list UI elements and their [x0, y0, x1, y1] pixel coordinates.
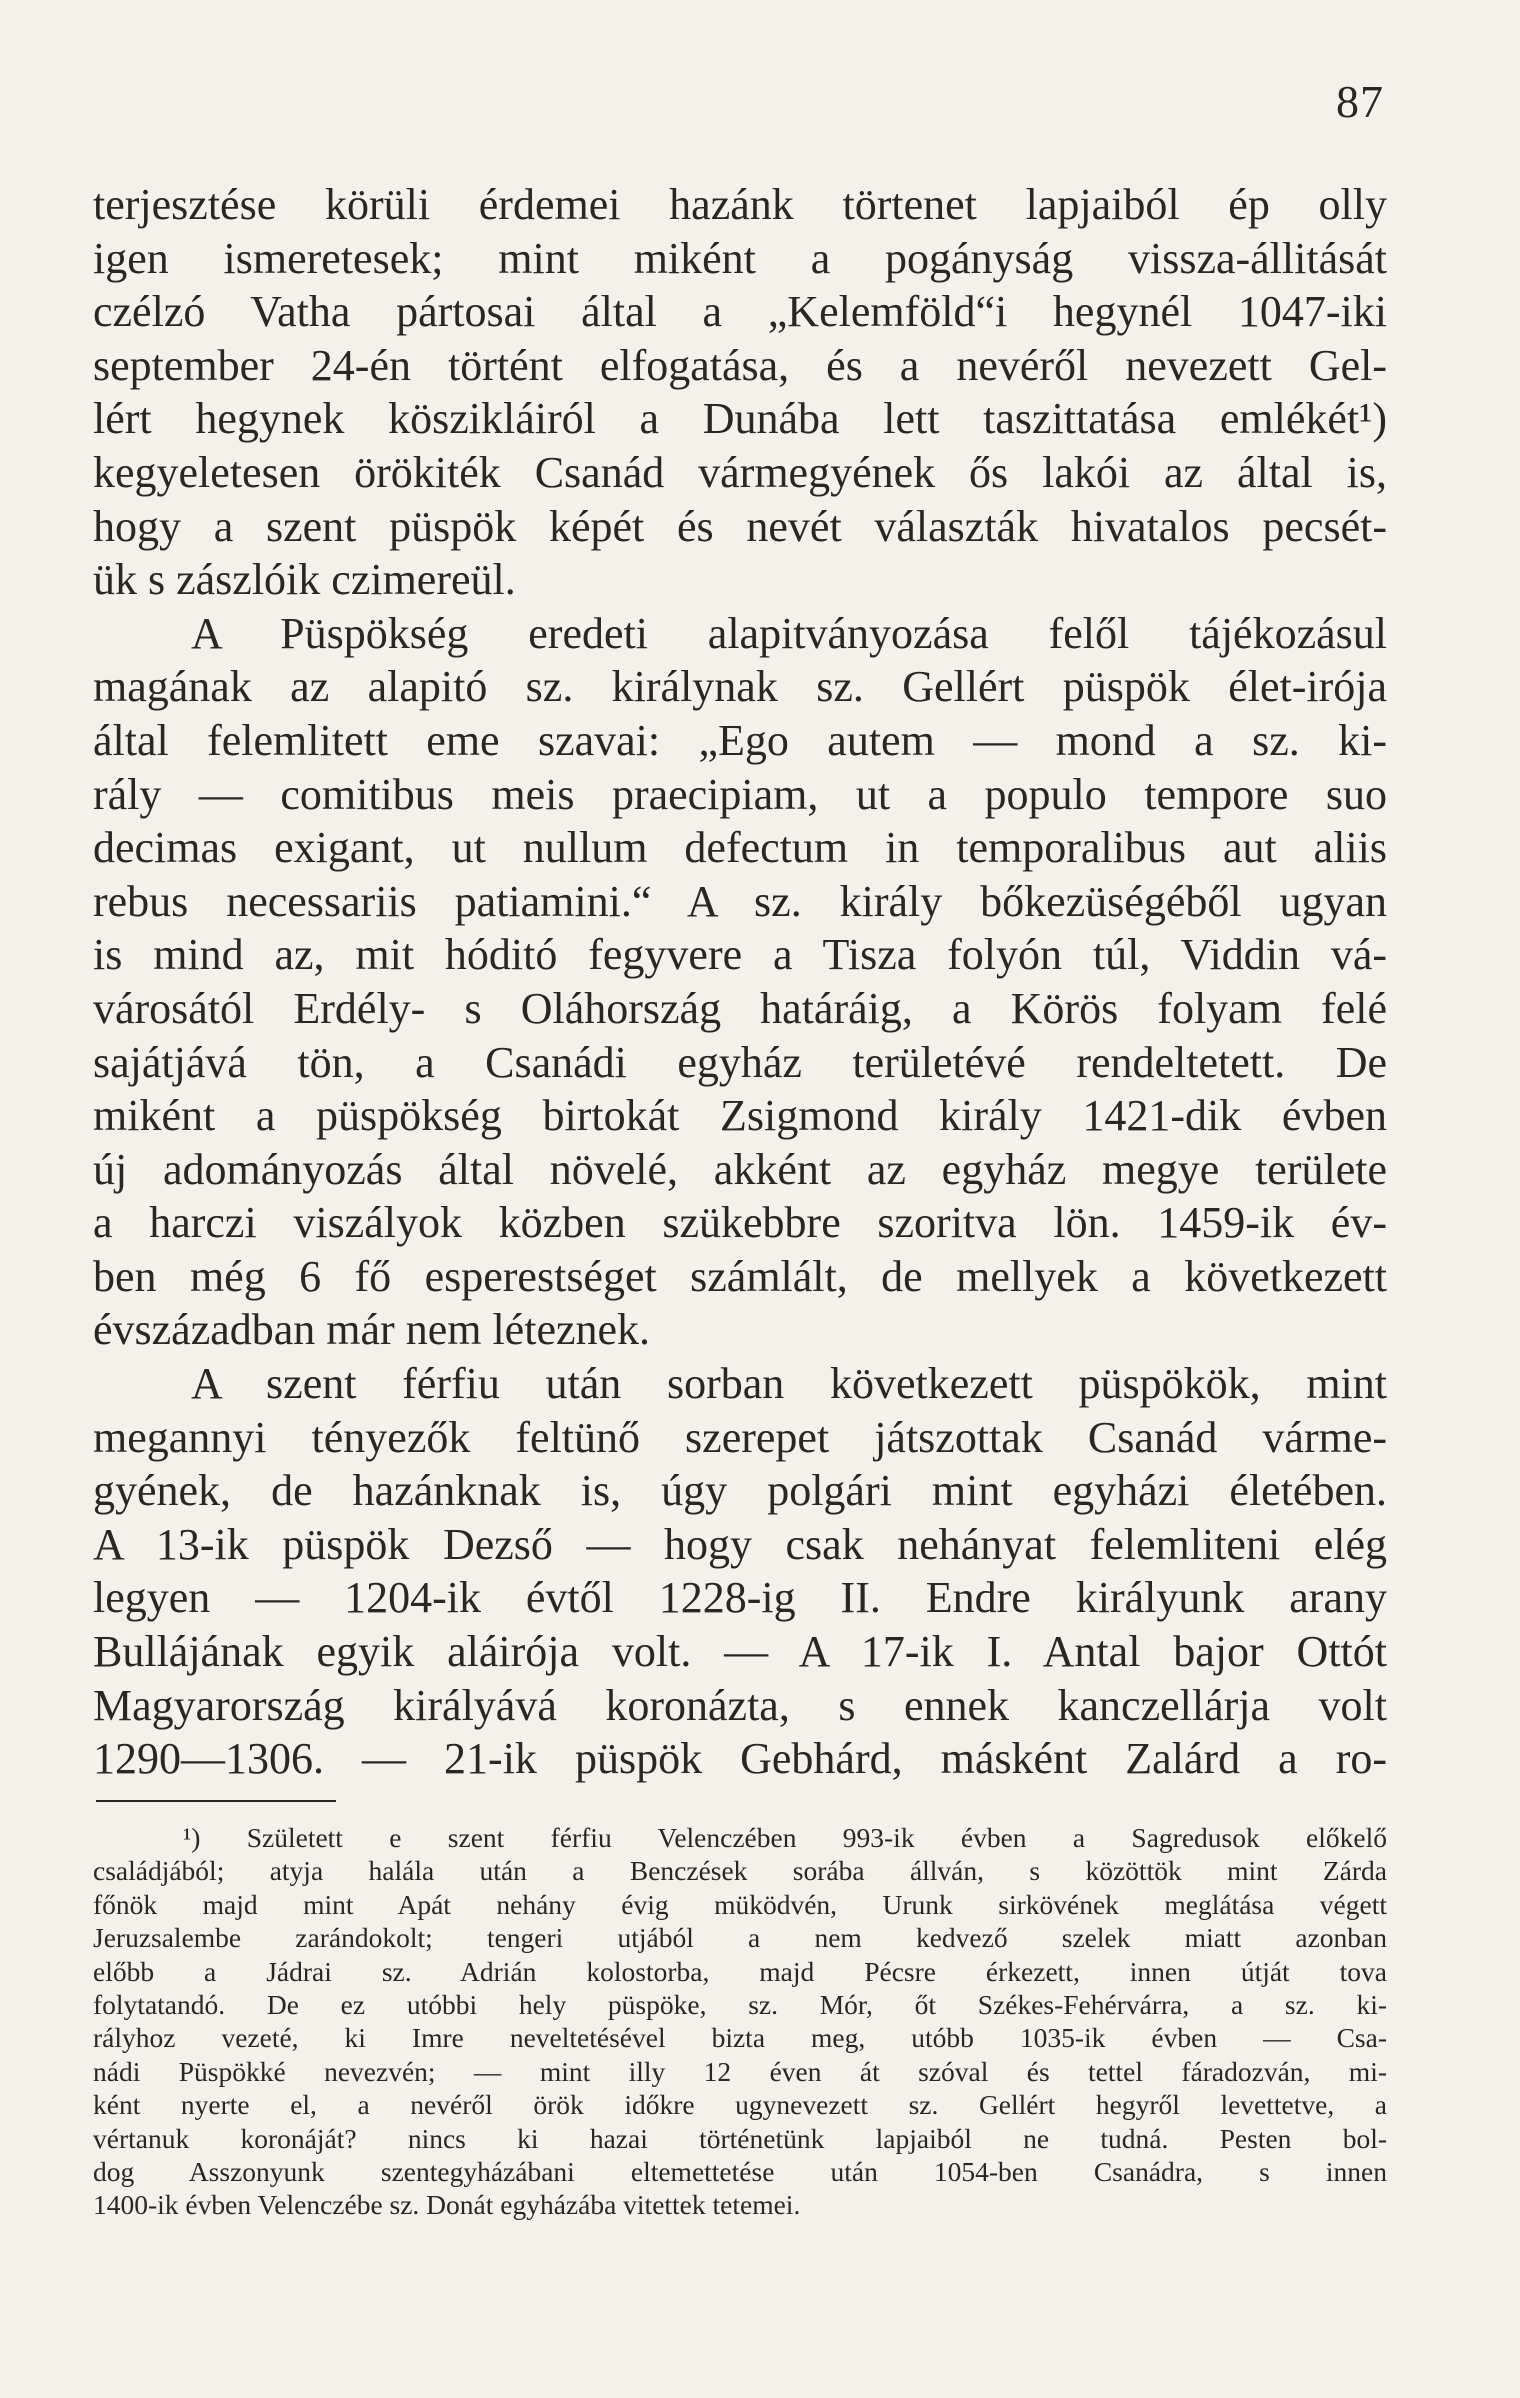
- page-number: 87: [1336, 76, 1384, 127]
- footnote: [93, 1821, 1387, 2222]
- body-line: rály — comitibus meis praecipiam, ut a populo tempore suo: [93, 769, 1387, 819]
- body-line: sajátjává tön, a Csanádi egyház területévé rendeltetett. De: [93, 1037, 1387, 1087]
- footnote-line: vértanuk koronáját? nincs ki hazai történetünk lapjaiból ne tudná. Pesten bol-: [93, 2122, 1387, 2154]
- body-line: a harczi viszályok közben szükebbre szoritva lön. 1459-ik év-: [93, 1198, 1387, 1248]
- footnote-line: főnök majd mint Apát nehány évig müködvén, Urunk sirkövének meglátása végett: [93, 1888, 1387, 1920]
- body-line: is mind az, mit hóditó fegyvere a Tisza folyón túl, Viddin vá-: [93, 930, 1387, 980]
- body-line: új adományozás által növelé, akként az egyház megye területe: [93, 1144, 1387, 1194]
- body-line: A 13-ik püspök Dezső — hogy csak nehányat felemliteni elég: [93, 1519, 1387, 1569]
- body-line: ben még 6 fő esperestséget számlált, de mellyek a következett: [93, 1251, 1387, 1301]
- body-text: [93, 178, 1387, 1786]
- body-line: megannyi tényezők feltünő szerepet játszottak Csanád várme-: [93, 1412, 1387, 1462]
- body-line: lért hegynek köszikláiról a Dunába lett taszittatása emlékét¹): [93, 394, 1387, 444]
- body-line: A szent férfiu után sorban következett püspökök, mint: [191, 1359, 1387, 1409]
- footnote-line: folytatandó. De ez utóbbi hely püspöke, sz. Mór, őt Székes-Fehérvárra, a sz. ki-: [93, 1988, 1387, 2020]
- body-line: Magyarország királyává koronázta, s ennek kanczellárja volt: [93, 1680, 1387, 1730]
- footnote-line: dog Asszonyunk szentegyházábani eltemettetése után 1054-ben Csanádra, s innen: [93, 2155, 1387, 2187]
- body-line: 1290—1306. — 21-ik püspök Gebhárd, másként Zalárd a ro-: [93, 1734, 1387, 1784]
- body-line: városától Erdély- s Oláhország határáig, a Körös folyam felé: [93, 983, 1387, 1033]
- body-line: magának az alapitó sz. királynak sz. Gellért püspök élet-irója: [93, 662, 1387, 712]
- footnote-line: ¹) Született e szent férfiu Velenczében 993-ik évben a Sagredusok előkelő: [183, 1822, 1387, 1853]
- body-line: évszázadban már nem léteznek.: [93, 1305, 651, 1355]
- body-line: Bullájának egyik aláirója volt. — A 17-ik I. Antal bajor Ottót: [93, 1627, 1387, 1677]
- footnote-line: nádi Püspökké nevezvén; — mint illy 12 éven át szóval és tettel fáradozván, mi-: [93, 2055, 1387, 2087]
- body-line: czélzó Vatha pártosai által a „Kelemföld“i hegynél 1047-iki: [93, 287, 1387, 337]
- body-line: igen ismeretesek; mint miként a pogányság vissza-állitását: [93, 233, 1387, 283]
- footnote-line: ként nyerte el, a nevéről örök időkre ugynevezett sz. Gellért hegyről levettetve, a: [93, 2089, 1387, 2121]
- body-line: september 24-én történt elfogatása, és a nevéről nevezett Gel-: [93, 340, 1387, 390]
- body-line: kegyeletesen örökiték Csanád vármegyének ős lakói az által is,: [93, 447, 1387, 497]
- footnote-line: családjából; atyja halála után a Benczések sorába állván, s közöttök mint Zárda: [93, 1855, 1387, 1887]
- footnote-line: rályhoz vezeté, ki Imre neveltetésével bizta meg, utóbb 1035-ik évben — Csa-: [93, 2022, 1387, 2054]
- body-line: miként a püspökség birtokát Zsigmond király 1421-dik évben: [93, 1091, 1387, 1141]
- body-line: legyen — 1204-ik évtől 1228-ig II. Endre királyunk arany: [93, 1573, 1387, 1623]
- body-line: hogy a szent püspök képét és nevét választák hivatalos pecsét-: [93, 501, 1387, 551]
- body-line: ük s zászlóik czimereül.: [93, 555, 516, 605]
- body-line: által felemlitett eme szavai: „Ego autem — mond a sz. ki-: [93, 715, 1387, 765]
- body-line: terjesztése körüli érdemei hazánk törtenet lapjaiból ép olly: [93, 180, 1387, 229]
- body-line: A Püspökség eredeti alapitványozása felől tájékozásul: [191, 608, 1387, 658]
- footnote-line: Jeruzsalembe zarándokolt; tengeri utjából a nem kedvező szelek miatt azonban: [93, 1922, 1387, 1954]
- body-line: gyének, de hazánknak is, úgy polgári mint egyházi életében.: [93, 1466, 1387, 1516]
- body-line: rebus necessariis patiamini.“ A sz. király bőkezüségéből ugyan: [93, 876, 1387, 926]
- footnote-divider: [96, 1800, 336, 1802]
- body-line: decimas exigant, ut nullum defectum in temporalibus aut aliis: [93, 823, 1387, 873]
- footnote-line: előbb a Jádrai sz. Adrián kolostorba, majd Pécsre érkezett, innen útját tova: [93, 1955, 1387, 1987]
- footnote-line: 1400-ik évben Velenczébe sz. Donát egyházába vitettek tetemei.: [93, 2189, 801, 2221]
